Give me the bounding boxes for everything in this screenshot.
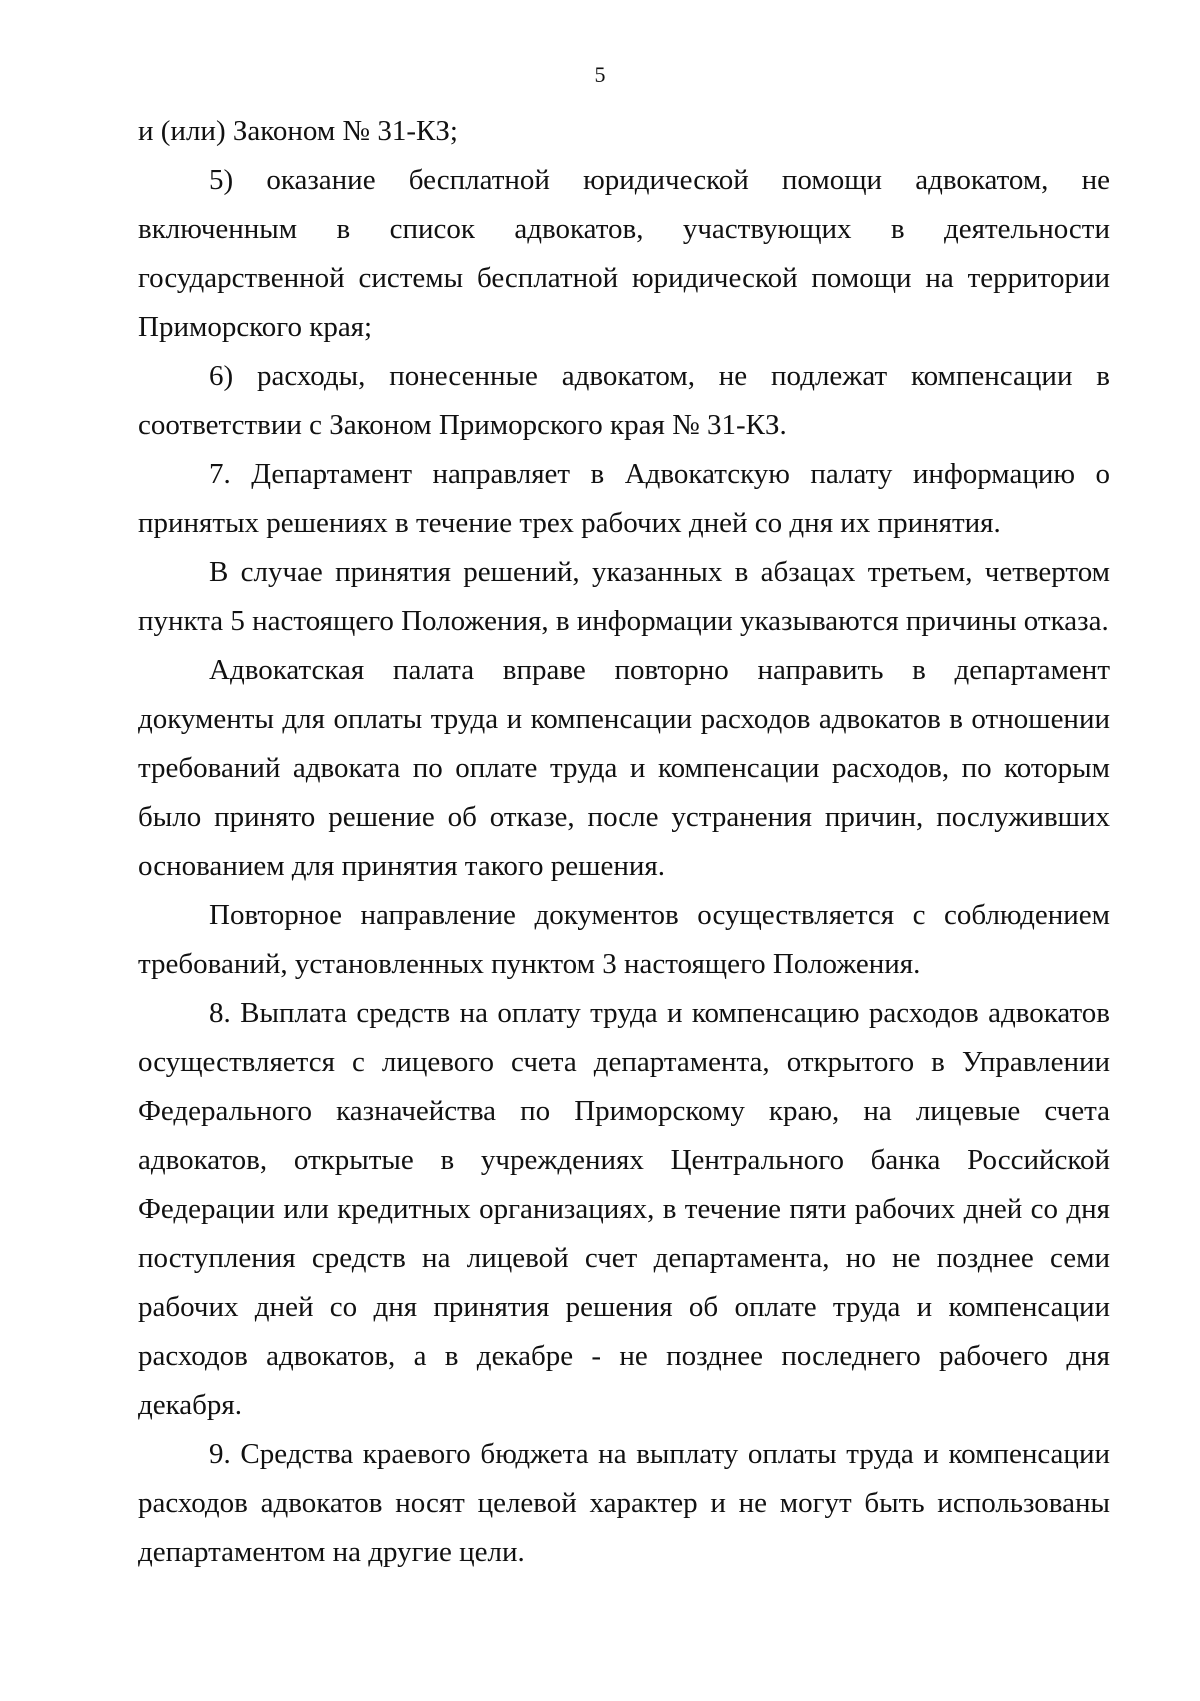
paragraph-refusal-reasons: В случае принятия решений, указанных в абзацах третьем, четвертом пункта 5 настоящего Положения, в информации указываются причины отказа. [138, 556, 1110, 637]
paragraph-continuation: и (или) Законом № 31-КЗ; [138, 115, 458, 147]
paragraph-resubmission-requirements: Повторное направление документов осуществляется с соблюдением требований, установленных пунктом 3 настоящего Положения. [138, 899, 1110, 980]
document-body [138, 107, 1110, 1577]
paragraph-clause-7: 7. Департамент направляет в Адвокатскую палату информацию о принятых решениях в течение трех рабочих дней со дня их принятия. [138, 458, 1110, 539]
paragraph-resubmission: Адвокатская палата вправе повторно направить в департамент документы для оплаты труда и компенсации расходов адвокатов в отношении требований адвоката по оплате труда и компенсации расходов, по которым было принято решение об отказе, после устранения причин, послуживших основанием для принятия такого решения. [138, 654, 1110, 882]
paragraph-item-6: 6) расходы, понесенные адвокатом, не подлежат компенсации в соответствии с Законом Приморского края № 31-КЗ. [138, 360, 1110, 441]
paragraph-clause-9: 9. Средства краевого бюджета на выплату оплаты труда и компенсации расходов адвокатов носят целевой характер и не могут быть использованы департаментом на другие цели. [138, 1438, 1110, 1568]
paragraph-item-5: 5) оказание бесплатной юридической помощи адвокатом, не включенным в список адвокатов, участвующих в деятельности государственной системы бесплатной юридической помощи на территории Приморского края; [138, 164, 1110, 343]
paragraph-clause-8: 8. Выплата средств на оплату труда и компенсацию расходов адвокатов осуществляется с лицевого счета департамента, открытого в Управлении Федерального казначейства по Приморскому краю, на лицевые счета адвокатов, открытые в учреждениях Центрального банка Российской Федерации или кредитных организациях, в течение пяти рабочих дней со дня поступления средств на лицевой счет департамента, но не позднее семи рабочих дней со дня принятия решения об оплате труда и компенсации расходов адвокатов, а в декабре - не позднее последнего рабочего дня декабря. [138, 997, 1110, 1421]
page-number: 5 [594, 62, 606, 87]
